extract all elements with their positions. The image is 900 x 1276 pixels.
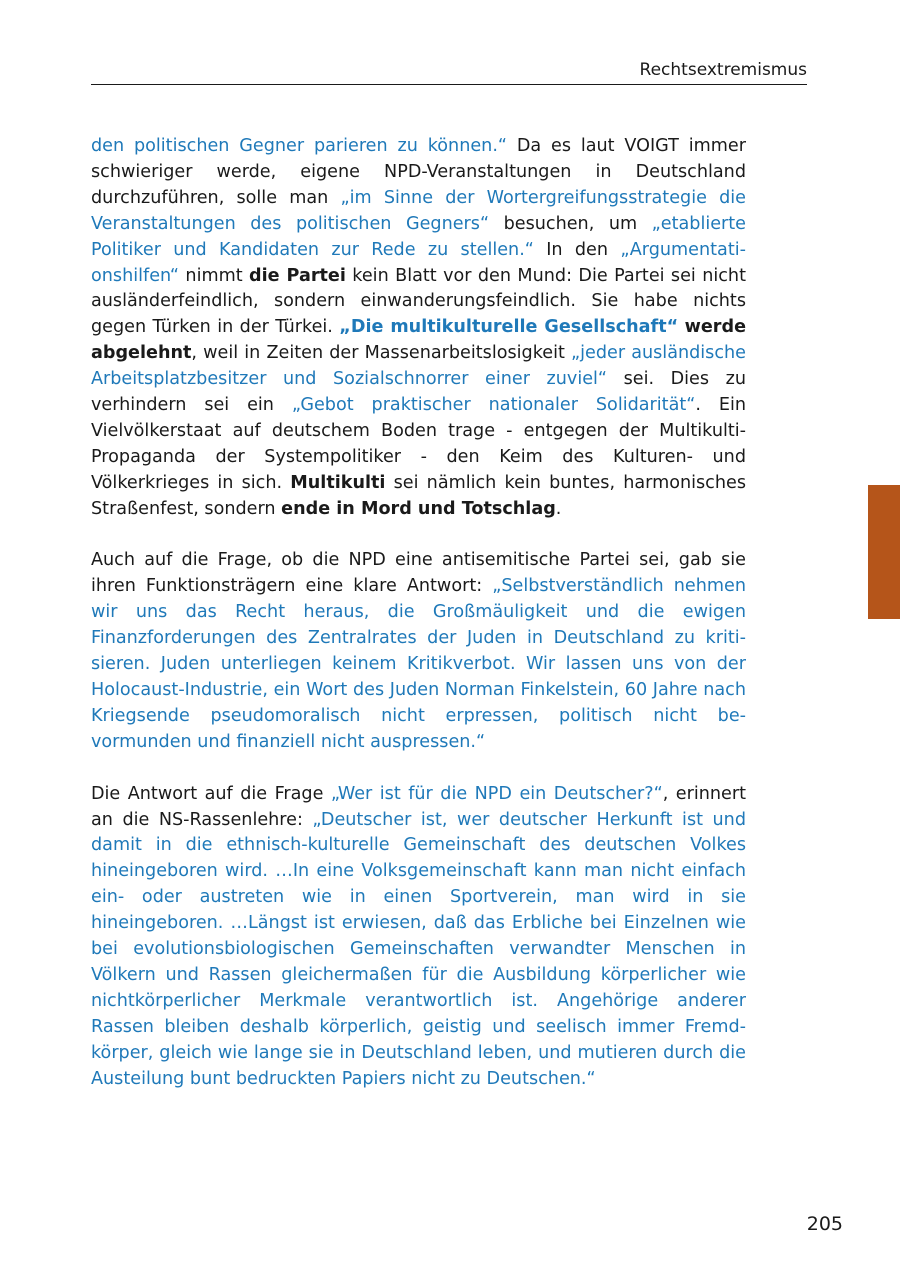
quote-run: „Argumentationshilfen“	[91, 239, 746, 286]
bold-run: die Partei	[249, 265, 346, 286]
text-run: nimmt	[179, 265, 250, 286]
text-run: Die Antwort auf die Frage	[91, 783, 331, 804]
text-run: besuchen, um	[489, 213, 652, 234]
quote-run: „Gebot praktischer nationaler Solidarität“	[291, 395, 696, 416]
paragraph-3	[91, 782, 746, 1093]
bold-run: ende in Mord und Totschlag	[281, 498, 556, 519]
paragraph-1	[91, 134, 746, 523]
bold-run: werde abgelehnt	[91, 317, 746, 364]
quote-run: „etablierte Politiker und Kandidaten zur Rede zu stellen.“	[91, 213, 746, 260]
text-run: , weil in Zeiten der Massenarbeitslosigkeit	[191, 343, 572, 364]
text-run: . Ein Vielvölkerstaat auf deutschem Boden trage - entgegen der Multikulti-Propaganda der Systempolitiker - den Keim des Kulturen- und Völkerkrieges in sich.	[91, 395, 747, 493]
quote-run: „Deutscher ist, wer deutscher Herkunft ist und damit in die ethnisch-kulturelle Gemeinschaft des deutschen Volkes hineingeboren wird. …In eine Volksgemeinschaft kann man nicht einfach ein- oder austreten wie in einen Sportverein, man wird in sie hineingeboren. …Längst ist erwiesen, daß das Erbliche bei Einzelnen wie bei evolutionsbiologischen Gemeinschaften verwandter Menschen in Völkern und Rassen gleichermaßen für die Ausbildung körperlicher wie nichtkörperlicher Merkmale verantwortlich ist. Angehörige anderer Rassen bleiben deshalb körperlich, geistig und seelisch immer Fremdkörper, gleich wie lange sie in Deutschland leben, und mutieren durch die Austeilung bunt bedruckten Papiers nicht zu Deutschen.“	[91, 809, 746, 1089]
text-run: , erinnert an die NS-Rassenlehre:	[91, 783, 747, 830]
text-run: sei nämlich kein buntes, harmonisches Straßenfest, sondern	[91, 472, 746, 519]
quote-run: den politischen Gegner parieren zu können.“	[91, 136, 508, 156]
page-number: 205	[806, 1213, 843, 1235]
text-run: Auch auf die Frage, ob die NPD eine antisemitische Partei sei, gab sie ihren Funktionsträgern eine klare Antwort:	[91, 550, 746, 597]
quote-run: „Wer ist für die NPD ein Deutscher?“	[330, 783, 663, 804]
quote-run: „Selbstverständlich nehmen wir uns das Recht heraus, die Großmäuligkeit und die ewigen Finanzforderungen des Zentralrates der Juden in Deutschland zu kritisieren. Juden unterliegen keinem Kritikverbot. Wir lassen uns von der Holocaust-Industrie, ein Wort des Juden Norman Finkelstein, 60 Jahre nach Kriegsende pseudomoralisch nicht erpressen, politisch nicht bevormunden und finanziell nicht auspressen.“	[91, 576, 746, 752]
quote-run: „jeder ausländische Arbeitsplatzbesitzer und Sozialschnorrer einer zuviel“	[91, 343, 746, 390]
text-run: kein Blatt vor den Mund: Die Partei sei nicht ausländerfeindlich, sondern einwanderungsfeindlich. Sie habe nichts gegen Türken in der Türkei.	[91, 265, 746, 338]
text-run: Da es laut VOIGT immer schwieriger werde, eigene NPD-Veranstaltungen in Deutschland durchzuführen, solle man	[91, 136, 746, 208]
text-run: sei. Dies zu verhindern sei ein	[91, 369, 746, 416]
bold-quote-run: „Die multikulturelle Gesellschaft“	[339, 317, 679, 338]
bold-run: Multikulti	[290, 472, 386, 493]
text-run: In den	[533, 239, 621, 260]
paragraph-2	[91, 548, 746, 755]
chapter-thumb-tab	[868, 485, 900, 619]
header-rule	[91, 84, 807, 85]
text-run: .	[555, 498, 562, 519]
quote-run: „im Sinne der Wortergreifungsstrategie die Veranstaltungen des politischen Gegners“	[91, 187, 746, 234]
running-header-title: Rechtsextremismus	[639, 60, 807, 80]
body-text	[91, 134, 746, 1118]
